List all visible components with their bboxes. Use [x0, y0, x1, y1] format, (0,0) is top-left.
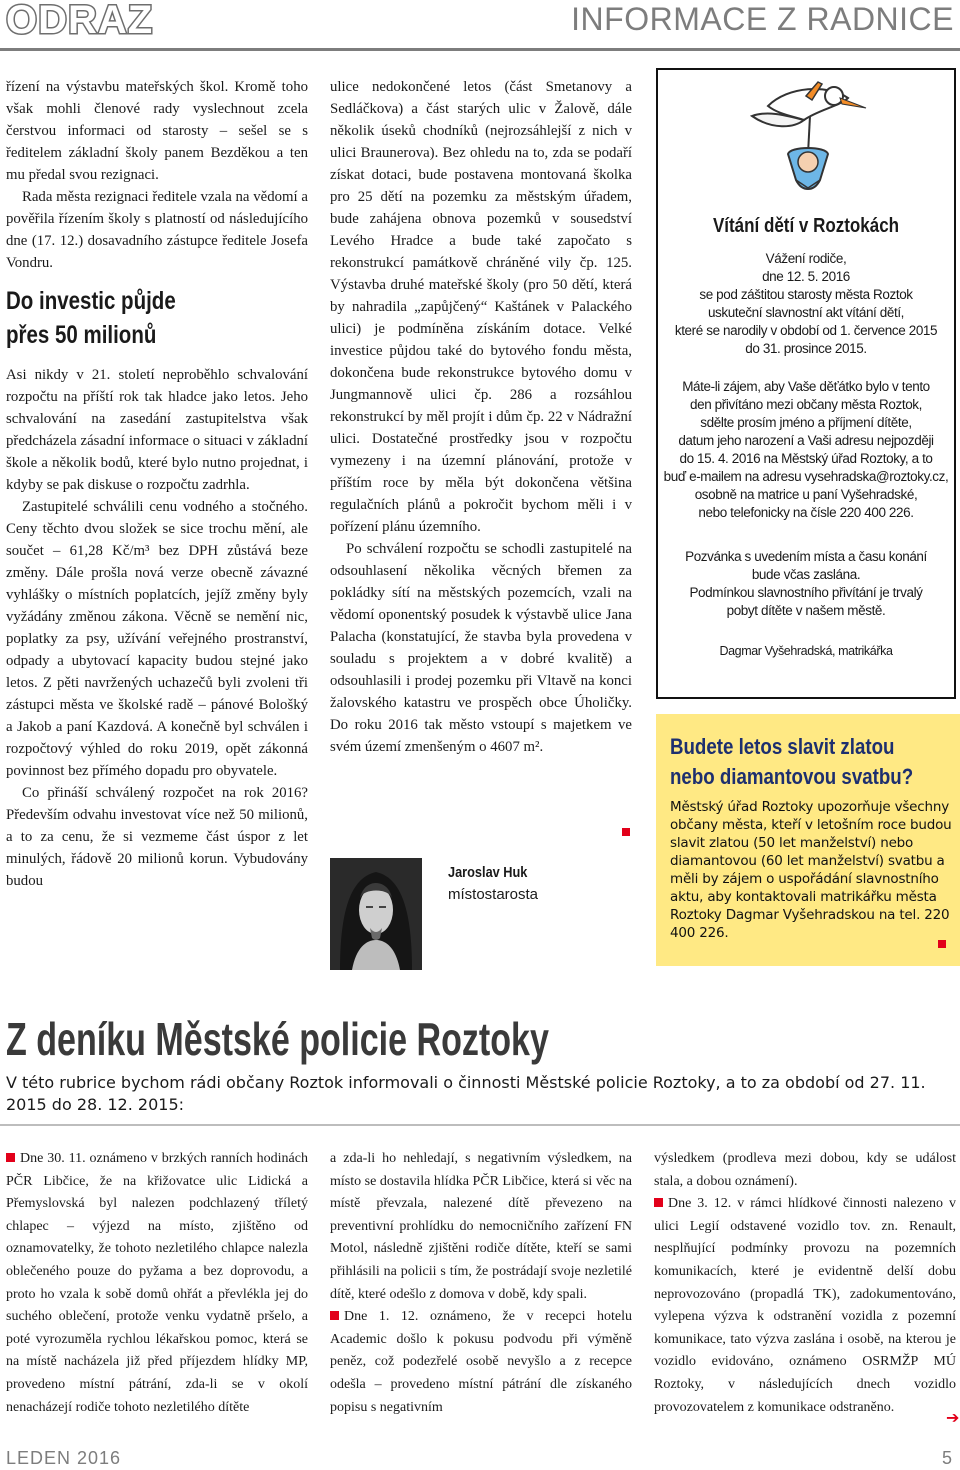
box-line: buď e-mailem na adresu vysehradska@roztoky.cz, [663, 469, 949, 484]
box-line: datum jeho narození a Vaši adresu nejpozději [678, 433, 934, 448]
subheading-line-1: Do investic půjde [6, 287, 176, 315]
subheading-line-2: přes 50 milionů [6, 321, 157, 349]
section-title: INFORMACE Z RADNICE [571, 1, 954, 37]
box-line: Pozvánka s uvedením místa a času konání [685, 549, 927, 564]
police-entry: Dne 30. 11. oznámeno v brzkých ranních hodinách PČR Libčice, že na křižovatce ulic Lidická a Přemyslovská byl nalezen podchlazený tříletý chlapec – výjezd na místo, zjištěno od oznamovatelky, že tohoto nezletilého chlapce nalezla oblečeného pouze do pyžama a bez doprovodu, a proto ho vzala k sobě domů ohřát a převlékla jej do suchého oblečení, protože venku vydatně pršelo, a poté vyrozuměla rychlou lékařskou pomoc, která se na místě nacházela již před příjezdem hlídky MP, provedeno místní pátrání, zda-li se v okolí nenacházejí rodiče tohoto nezletilého dítěte [6, 1151, 308, 1415]
section-divider [0, 1124, 960, 1126]
box-line: sdělte prosím jméno a příjmení dítěte, [700, 415, 912, 430]
footer-page-number: 5 [941, 1448, 952, 1468]
police-section-intro: V této rubrice bychom rádi občany Roztok informovali o činnosti Městské policie Roztoky, a to za období od 27. 11. 2015 do 28. 12. 2015: [6, 1073, 926, 1114]
end-mark-icon [622, 828, 630, 836]
box-signature: Dagmar Vyšehradská, matrikářka [719, 644, 893, 658]
stork-illustration-icon [748, 76, 868, 226]
paragraph: Co přináší schválený rozpočet na rok 2016? Především odvahu investovat více než 50 milionů, a to za cenu, že si vezmeme část úspor z let minulých, řádově 20 milionů korun. Vybudovány budou [6, 785, 308, 889]
police-column-2 [330, 1148, 632, 1419]
author-role: místostarosta [448, 886, 539, 903]
bullet-square-icon [654, 1198, 663, 1207]
police-section-title: Z deníku Městské policie Roztoky [6, 1013, 549, 1065]
box-line: do 15. 4. 2016 na Městský úřad Roztoky, a to [679, 451, 933, 466]
box-line: uskuteční slavnostní akt vítání dětí, [707, 305, 905, 320]
box-line: které se narodily v období od 1. července 2015 [674, 323, 938, 338]
box-title [670, 732, 913, 792]
continue-arrow-icon: ➔ [946, 1408, 960, 1427]
box-title: Vítání dětí v Roztokách [712, 215, 900, 237]
wedding-anniversary-box [656, 714, 960, 966]
box-title-line-2: nebo diamantovou svatbu? [670, 764, 914, 789]
author-photo [330, 858, 422, 970]
police-entry: Dne 1. 12. oznámeno, že v recepci hotelu Academic došlo k pokusu podvodu při výměně peněz, což podezřelé osobě nevyšlo a z recepce odešla – provedeno místní pátrání dle získaného popisu s negativním [330, 1309, 632, 1415]
article-column-2 [330, 76, 632, 758]
box-title-line-1: Budete letos slavit zlatou [670, 734, 895, 759]
paragraph: ulice nedokončené letos (část Smetanovy a Sedláčkova) a část starých ulic v Žalově, dále několik úseků chodníků (nejrozsáhlejší z nich v ulici Braunerova). Bez ohledu na to, zda se podaří získat dotaci, bude postavena montovaná školka pro 25 dětí na pozemku za městským úřadem, bude zahájena obnova pozemků v sousedství Levého Hradce a bude také započato s rekonstrukcí památkově chráněné vily čp. 125. Výstavba druhé mateřské školy (pro 50 dětí, která by nahradila „zapůjčený“ Kaštánek v Palackého ulici) je podmíněna získáním dotace. Velké investice půjdou také do bytového fondu města, dokončena bude rekonstrukce bytového domu v Jungmannově ulici čp. 286 a rozsáhlou rekonstrukcí by měl projít i dům čp. 22 v Nádražní ulici. Dostatečné prostředky jsou v rozpočtu vymezeny i na územní plánování, protože v příštím roce by měla být dokončena většina regulačních plánů a pokročit bychom měli i v pořízení plánu územního. [330, 79, 632, 535]
police-entry: a zda-li ho nehledají, s negativním výsledkem, na místo se dostavila hlídka PČR Libčice, která si věc na místě převzala, nalezené dítě převezeno na preventivní prohlídku do nemocničního zařízení FN Motol, následně zjištěni rodiče dítěte, kteří se sami přihlásili na policii s tím, že postrádají svoje nezletilé dítě, které odešlo z domova v době, kdy spali. [330, 1151, 632, 1302]
box-line: pobyt dítěte v našem městě. [726, 603, 886, 618]
end-mark-icon [938, 940, 946, 948]
police-entry: Dne 3. 12. v rámci hlídkové činnosti nalezeno v ulici Legií odstavené vozidlo tov. zn. Renault, nesplňující podmínky provozu na pozemních komunikacích, které je evidentně delší dobu neprovozováno (propadlá TK), zadokumentováno, vylepena výzva k odstranění vozidla z pozemní komunikace, tato výzva zaslána i osobě, na kterou je vozidlo evidováno, oznámeno OSRMŽP MÚ Roztoky, v následujících dnech vozidlo provozovatelem z komunikace odstraněno. [654, 1196, 956, 1415]
paragraph: Asi nikdy v 21. století neproběhlo schvalování rozpočtu na příští rok tak hladce jako letos. Jeho schvalování na zasedání zastupitelstva však předcházela zásadní informace o situaci v základní škole a několik bodů, které bylo nutno projednat, i kdyby se pak diskuse o rozpočtu zadrhla. [6, 367, 308, 493]
box-line: dne 12. 5. 2016 [762, 269, 850, 284]
paragraph: Zastupitelé schválili cenu vodného a stočného. Ceny těchto dvou složek se sice trochu mění, ale součet – 61,28 Kč/m³ bez DPH zůstává beze změny. Dále prošla nová verze obecně závazné vyhlášky o místních poplatcích, jejíž změny byly vyžádány změnou zákona. Věcně se nemění nic, poplatky za psy, užívání veřejného prostranství, odpady a ubytovací kapacity budou stejné jako letos. Z pěti navržených uchazečů byli zvoleni tři zástupci města ve školské radě – pánové Bološký a Jakob a paní Kazdová. A konečně byl schválen i rozpočtový výhled do roku 2019, opět zákonná povinnost bez přímého dopadu pro obyvatele. [6, 499, 308, 779]
police-column-1 [6, 1148, 308, 1419]
paragraph: Po schválení rozpočtu se schodli zastupitelé na odsouhlasení několika věcných břemen za pokládky sítí na městských pozemcích, vzali na vědomí oponentský posudek k výstavbě ulice Jana Palacha (konstatující, že stavba byla provedena v souladu s projektem a v dobré kvalitě) a odsouhlasili i prodej pozemku při Vltavě na konci žalovského katastru ve prospěch obce Úholičky. Do roku 2016 tak město vstoupí s majetkem ve svém území zmenšeným o 4607 m². [330, 541, 632, 755]
box-line: do 31. prosince 2015. [745, 341, 867, 356]
publication-logo: ODRAZ [6, 0, 154, 42]
box-line: nebo telefonicky na čísle 220 400 226. [698, 505, 914, 520]
box-line: bude včas zaslána. [751, 567, 861, 582]
box-line: Podmínkou slavnostního přivítání je trvalý [689, 585, 923, 600]
article-column-1 [6, 76, 308, 892]
bullet-square-icon [6, 1153, 15, 1162]
police-column-3 [654, 1148, 956, 1419]
author-name: Jaroslav Huk [448, 864, 528, 881]
bullet-square-icon [330, 1311, 339, 1320]
box-line: Máte-li zájem, aby Vaše děťátko bylo v tento [682, 379, 930, 394]
box-line: osobně na matrice u paní Vyšehradské, [694, 487, 918, 502]
baby-welcome-box [656, 68, 956, 699]
footer-issue-date: LEDEN 2016 [6, 1448, 122, 1468]
box-line: den přivítáno mezi občany města Roztok, [689, 397, 923, 412]
header-rule [0, 48, 960, 51]
box-text: Městský úřad Roztoky upozorňuje všechny občany města, kteří v letošním roce budou slavit zlatou (50 let manželství) nebo diamantovou (60 let manželství) svatbu a měli by zájem o uspořádání slavnostního aktu, aby kontaktovali matrikářku města Roztoky Dagmar Vyšehradskou na tel. 220 400 226. [670, 799, 952, 941]
police-entry: výsledkem (prodleva mezi dobou, kdy se událost stala, a dobou oznámení). [654, 1151, 956, 1189]
paragraph: řízení na výstavbu mateřských škol. Kromě toho však mohli členové rady vyslechnout zcela čerstvou informaci od starosty – sešel se s ředitelem základní školy panem Bezděkou a ten mu předal svou rezignaci. [6, 79, 308, 183]
box-line: Vážení rodiče, [765, 251, 847, 266]
paragraph: Rada města rezignaci ředitele vzala na vědomí a pověřila řízením školy s platností od následujícího dne (17. 12.) dosavadního zástupce ředitele Josefa Vondru. [6, 189, 308, 271]
box-line: se pod záštitou starosty města Roztok [699, 287, 913, 302]
